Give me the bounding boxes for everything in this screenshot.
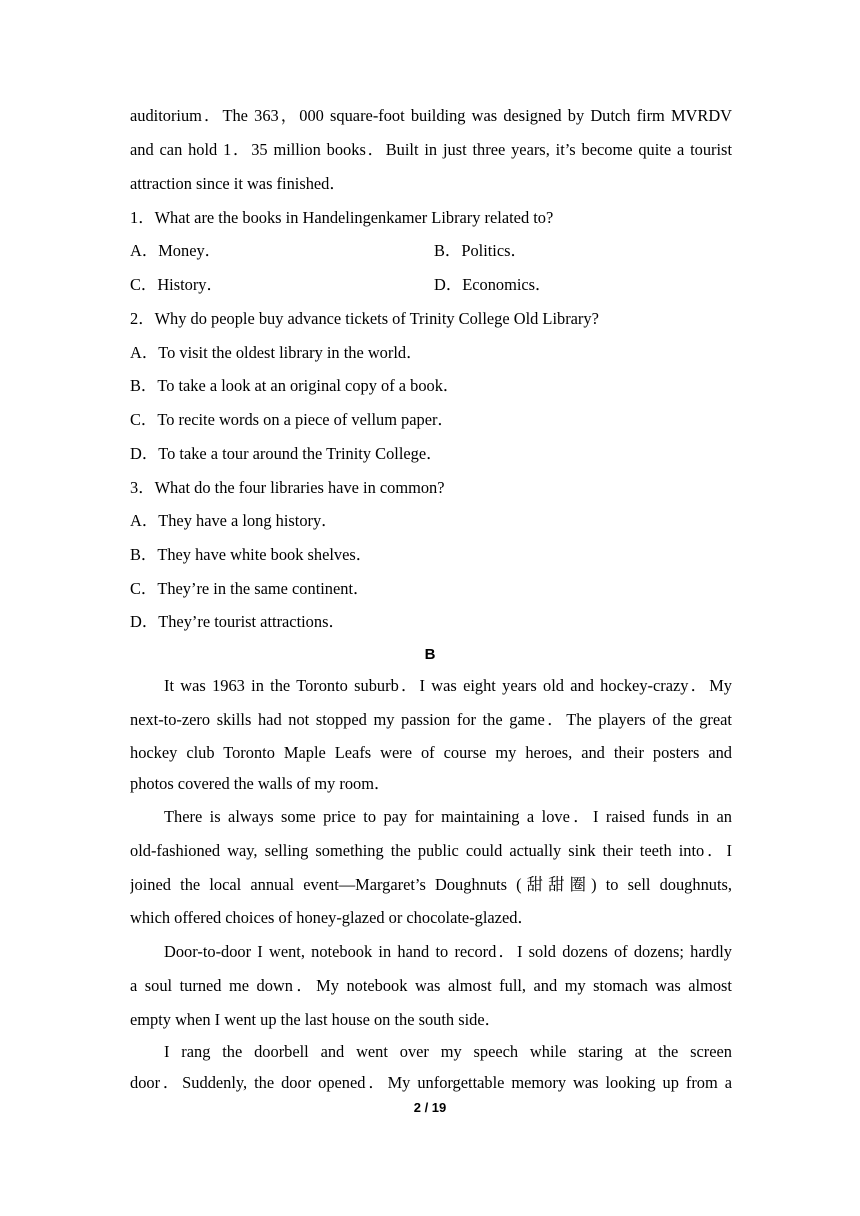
option-c: C．History． <box>130 275 223 294</box>
option-a: A．Money． <box>130 241 222 260</box>
paragraph-line: hockey club Toronto Maple Leafs were of course my heroes, and their posters and <box>130 743 732 762</box>
paragraph-line: There is always some price to pay for maintaining a love．I raised funds in an <box>164 807 732 826</box>
option-b: B．They have white book shelves． <box>130 545 373 564</box>
option-d: D．Economics． <box>434 275 552 294</box>
paragraph-line: Door-to-door I went, notebook in hand to record．I sold dozens of dozens; hardly <box>164 942 732 961</box>
option-b: B．Politics． <box>434 241 527 260</box>
section-heading: B <box>424 646 436 663</box>
option-a: A．They have a long history． <box>130 511 338 530</box>
passage-line: and can hold 1．35 million books．Built in just three years, it’s become quite a tourist <box>130 140 732 159</box>
paragraph-line: photos covered the walls of my room． <box>130 774 391 793</box>
question-stem: 2．Why do people buy advance tickets of Trinity College Old Library? <box>130 309 599 328</box>
question-stem: 3．What do the four libraries have in common? <box>130 478 445 497</box>
question-stem: 1．What are the books in Handelingenkamer Library related to? <box>130 208 554 227</box>
paragraph-line: It was 1963 in the Toronto suburb．I was eight years old and hockey-crazy．My <box>164 676 732 695</box>
paragraph-line: I rang the doorbell and went over my speech while staring at the screen <box>164 1042 732 1061</box>
option-c: C．They’re in the same continent． <box>130 579 370 598</box>
option-c: C．To recite words on a piece of vellum paper． <box>130 410 454 429</box>
paragraph-line: next-to-zero skills had not stopped my passion for the game．The players of the great <box>130 710 732 729</box>
page-number: 2 / 19 <box>413 1100 447 1115</box>
option-b: B．To take a look at an original copy of a book． <box>130 376 460 395</box>
paragraph-line: joined the local annual event—Margaret’s Doughnuts (甜甜圈) to sell doughnuts, <box>130 875 732 894</box>
option-d: D．To take a tour around the Trinity College． <box>130 444 443 463</box>
paragraph-line: door．Suddenly, the door opened．My unforgettable memory was looking up from a <box>130 1073 732 1092</box>
passage-line: auditorium．The 363，000 square-foot building was designed by Dutch firm MVRDV <box>130 106 732 125</box>
paragraph-line: empty when I went up the last house on the south side． <box>130 1010 502 1029</box>
paragraph-line: old-fashioned way, selling something the public could actually sink their teeth into．I <box>130 841 732 860</box>
paragraph-line: a soul turned me down．My notebook was almost full, and my stomach was almost <box>130 976 732 995</box>
option-a: A．To visit the oldest library in the world． <box>130 343 423 362</box>
passage-line: attraction since it was finished． <box>130 174 346 193</box>
option-d: D．They’re tourist attractions． <box>130 612 345 631</box>
paragraph-line: which offered choices of honey-glazed or chocolate-glazed． <box>130 908 534 927</box>
